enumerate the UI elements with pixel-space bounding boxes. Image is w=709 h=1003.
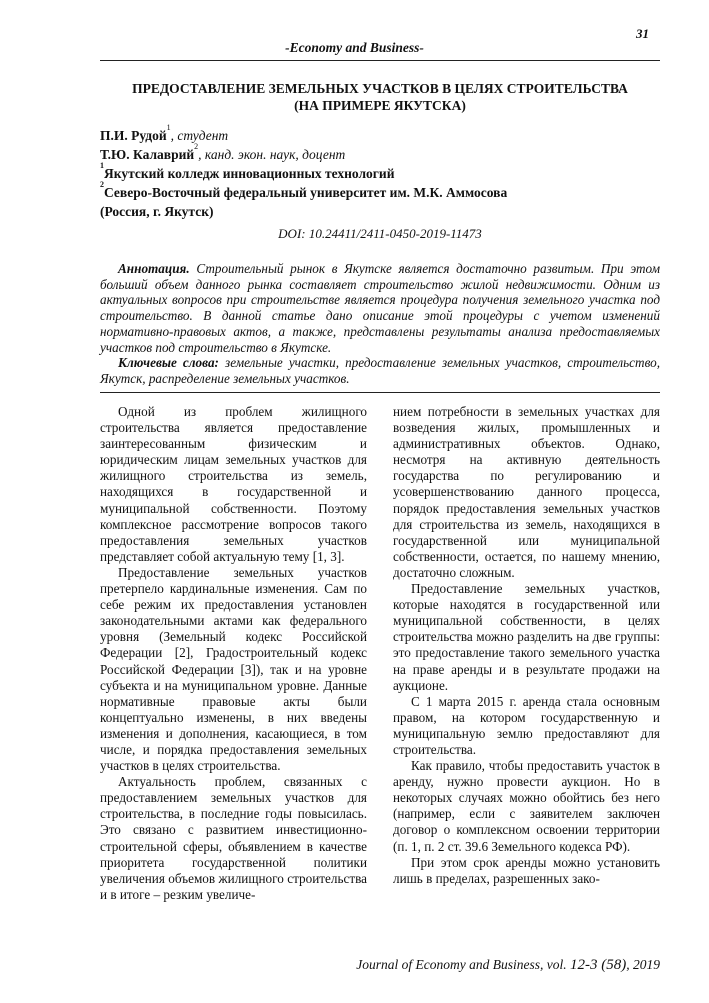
affiliation-1: $^1$Якутский колледж инновационных технологий [100, 161, 395, 181]
body-column-left [100, 404, 367, 903]
header-rule [100, 60, 660, 61]
author-1: П.И. Рудой$^1$, студент [100, 123, 229, 143]
abstract [100, 261, 660, 387]
title-line-2: (НА ПРИМЕРЕ ЯКУТСКА) [294, 98, 466, 113]
title-line-1: ПРЕДОСТАВЛЕНИЕ ЗЕМЕЛЬНЫХ УЧАСТКОВ В ЦЕЛЯХ СТРОИТЕЛЬСТВА [132, 81, 628, 96]
paragraph: Предоставление земельных участков претерпело кардинальные изменения. Сам по себе режим их предоставления установлен законодательными актами как федерального уровня (Земельный кодекс Российской Федерации [2], Градостроительный кодекс Российской Федерации [3]), так и на уровне субъекта и на муниципальном уровне. Данные нормативные правовые акты были концептуально изменены, в них введены изменения и дополнения, касающиеся, в том числе, и порядка предоставления земельных участков в целях строительства. [100, 564, 367, 774]
journal-footer: Journal of Economy and Business, vol. 12-3 (58), 2019 [356, 957, 660, 973]
article-title [100, 80, 660, 114]
paragraph: Актуальность проблем, связанных с предоставлением земельных участков для строительства, в последние годы повысилась. Это связано с развитием инвестиционно-строительной сферы, объявлением в качестве приоритета государственной политики увеличения объемов жилищного строительства и в итоге – резким увеличе- [100, 774, 367, 902]
doi: DOI: 10.24411/2411-0450-2019-11473 [278, 226, 482, 241]
paragraph: Предоставление земельных участков, которые находятся в государственной или муниципальной собственности, в целях строительства можно разделить на две группы: это предоставление такого земельного участка на праве аренды и в результате продажи на аукционе. [393, 581, 660, 693]
abstract-rule [100, 392, 660, 393]
paragraph: С 1 марта 2015 г. аренда стала основным правом, на котором государственную и муниципальную землю предоставляют для строительства. [393, 693, 660, 757]
paragraph: Как правило, чтобы предоставить участок в аренду, нужно провести аукцион. Но в некоторых случаях можно обойтись без него (например, если с заявителем заключен договор о комплексном освоении территории (п. 1, п. 2 ст. 39.6 Земельного кодекса РФ). [393, 758, 660, 854]
author-block [100, 123, 660, 221]
keywords: Ключевые слова: земельные участки, предоставление земельных участков, строительство, Якутск, распределение земельных участков. [100, 355, 661, 386]
paragraph: При этом срок аренды можно установить лишь в пределах, разрешенных зако- [393, 854, 660, 886]
abstract-text: Аннотация. Строительный рынок в Якутске является достаточно развитым. При этом больший объем данного рынка составляет строительство жилой недвижимости. Одним из актуальных вопросов при строительстве является процедура получения земельного участка под строительство. В данной статье дано описание этой процедуры с учетом изменений нормативно-правовых актов, а также, представлены результаты анализа предоставляемых участков под строительство в Якутске. [100, 261, 660, 355]
running-head: -Economy and Business- [285, 40, 424, 55]
page-number: 31 [636, 26, 649, 41]
body-column-right [393, 404, 660, 887]
paragraph: Одной из проблем жилищного строительства является предоставление заинтересованным физическим и юридическим лицам земельных участков для жилищного строительства из земель, находящихся в государственной и муниципальной собственности. Поэтому комплексное рассмотрение вопросов такого предоставления земельных участков представляет собой актуальную тему [1, 3]. [100, 404, 367, 564]
affiliation-2: $^2$Северо-Восточный федеральный университет им. М.К. Аммосова [100, 180, 508, 200]
location: (Россия, г. Якутск) [100, 204, 214, 219]
author-2: Т.Ю. Калаврий$^2$, канд. экон. наук, доцент [100, 142, 346, 162]
paragraph-continuation: нием потребности в земельных участках для возведения жилых, промышленных и административных объектов. Однако, несмотря на активную деятельность государства по регулированию и усовершенствованию данного процесса, порядок предоставления земельных участков для строительства из земель, находящихся в государственной или муниципальной собственности, остается, по нашему мнению, достаточно сложным. [393, 404, 660, 580]
